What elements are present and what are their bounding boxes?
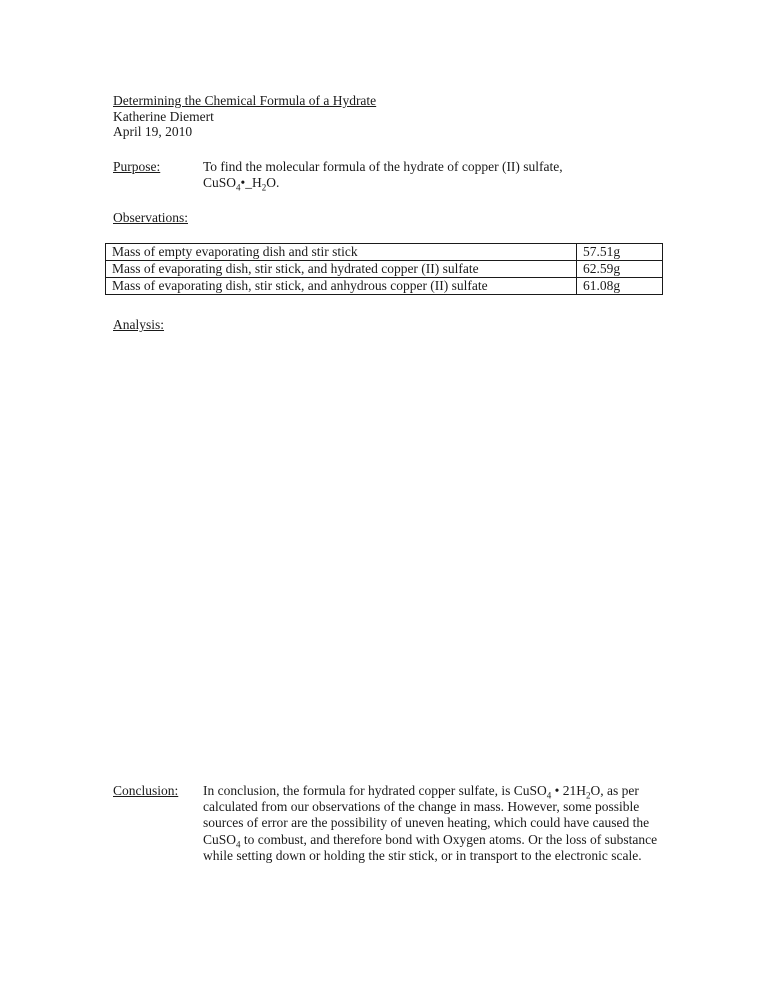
purpose-line1: To find the molecular formula of the hydrate of copper (II) sulfate,	[203, 159, 563, 174]
table-row	[106, 278, 663, 295]
row-value: 62.59g	[577, 261, 663, 278]
purpose-formula-mid: •_H	[240, 175, 262, 190]
conclusion-part1: In conclusion, the formula for hydrated copper sulfate, is CuSO	[203, 783, 547, 798]
table-row	[106, 244, 663, 261]
row-value: 61.08g	[577, 278, 663, 295]
document-title: Determining the Chemical Formula of a Hydrate	[113, 93, 377, 108]
conclusion-label: Conclusion:	[113, 783, 179, 798]
purpose-formula-sub2: 2	[261, 182, 267, 193]
purpose-formula-sub1: 4	[236, 182, 241, 193]
row-label: Mass of evaporating dish, stir stick, and anhydrous copper (II) sulfate	[106, 278, 577, 295]
purpose-label: Purpose:	[113, 159, 161, 174]
row-value: 57.51g	[577, 244, 663, 261]
conclusion-text	[203, 783, 668, 864]
conclusion-part3: O, as per calculated from our observations of the change in mass. However, some possible sources of error are the possibility of uneven heating, which could have caused the CuSO	[203, 783, 650, 847]
purpose-text	[203, 159, 663, 191]
conclusion-sub3: 4	[236, 839, 241, 850]
author-name: Katherine Diemert	[113, 109, 214, 124]
observations-table	[105, 243, 663, 295]
document-date: April 19, 2010	[113, 124, 193, 139]
conclusion-part4: to combust, and therefore bond with Oxygen atoms. Or the loss of substance while setting down or holding the stir stick, or in transport to the electronic scale.	[203, 831, 658, 863]
table-row	[106, 261, 663, 278]
conclusion-part2: • 21H	[551, 783, 587, 798]
purpose-formula-suffix: O.	[266, 175, 280, 190]
row-label: Mass of evaporating dish, stir stick, and hydrated copper (II) sulfate	[106, 261, 577, 278]
analysis-label: Analysis:	[113, 317, 165, 332]
row-label: Mass of empty evaporating dish and stir stick	[106, 244, 577, 261]
observations-label: Observations:	[113, 210, 188, 225]
conclusion-sub1: 4	[546, 790, 552, 801]
conclusion-sub2: 2	[586, 790, 591, 801]
purpose-formula-prefix: CuSO	[203, 175, 237, 190]
